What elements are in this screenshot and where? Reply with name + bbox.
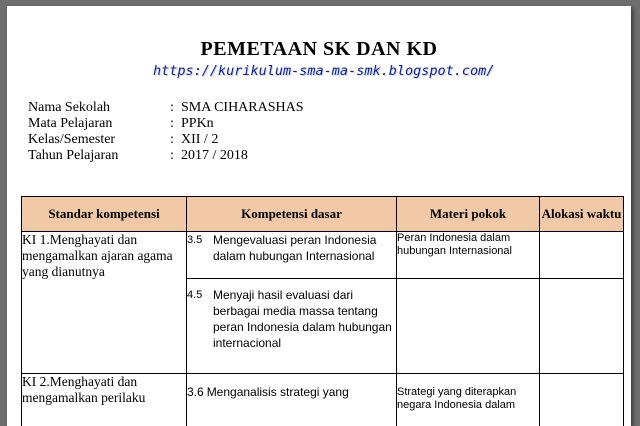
header-standar-kompetensi: Standar kompetensi — [22, 197, 187, 232]
header-alokasi-waktu: Alokasi waktu — [540, 197, 624, 232]
info-label: Tahun Pelajaran — [28, 148, 118, 164]
table-header-row — [22, 197, 624, 232]
kd-cell — [187, 279, 397, 374]
info-separator: : — [170, 148, 174, 164]
alokasi-cell — [540, 374, 624, 426]
document-title: PEMETAAN SK DAN KD — [7, 38, 631, 61]
kd-text: Menganalisis strategi yang — [207, 385, 349, 399]
info-value: PPKn — [181, 116, 214, 132]
alokasi-cell — [540, 232, 624, 279]
header-materi-pokok: Materi pokok — [397, 197, 540, 232]
kd-cell — [187, 232, 397, 279]
kd-number: 3.5 — [187, 232, 213, 264]
info-label: Nama Sekolah — [28, 100, 110, 116]
table-row — [22, 232, 624, 279]
info-label: Kelas/Semester — [28, 132, 115, 148]
info-value: SMA CIHARASHAS — [181, 100, 304, 116]
sk-cell: KI 1.Menghayati dan mengamalkan ajaran agama yang dianutnya — [22, 232, 187, 374]
info-separator: : — [170, 100, 174, 116]
kd-number: 4.5 — [187, 287, 213, 351]
document-page — [7, 6, 631, 426]
table-row — [22, 374, 624, 426]
header-kompetensi-dasar: Kompetensi dasar — [187, 197, 397, 232]
competency-table — [21, 196, 624, 426]
materi-cell: Strategi yang diterapkan negara Indonesia dalam — [397, 374, 540, 426]
kd-text: Mengevaluasi peran Indonesia dalam hubungan Internasional — [213, 232, 396, 264]
kd-text: Menyaji hasil evaluasi dari berbagai media massa tentang peran Indonesia dalam hubungan internacional — [213, 287, 396, 351]
info-label: Mata Pelajaran — [28, 116, 112, 132]
alokasi-cell — [540, 279, 624, 374]
info-value: XII / 2 — [181, 132, 218, 148]
sk-cell: KI 2.Menghayati dan mengamalkan perilaku — [22, 374, 187, 426]
kd-number: 3.6 — [187, 385, 204, 399]
materi-cell — [397, 279, 540, 374]
info-separator: : — [170, 116, 174, 132]
watermark-url[interactable]: https://kurikulum-sma-ma-smk.blogspot.com/ — [153, 63, 494, 79]
kd-cell — [187, 374, 397, 426]
info-value: 2017 / 2018 — [181, 148, 248, 164]
info-separator: : — [170, 132, 174, 148]
materi-cell: Peran Indonesia dalam hubungan Internasional — [397, 232, 540, 279]
